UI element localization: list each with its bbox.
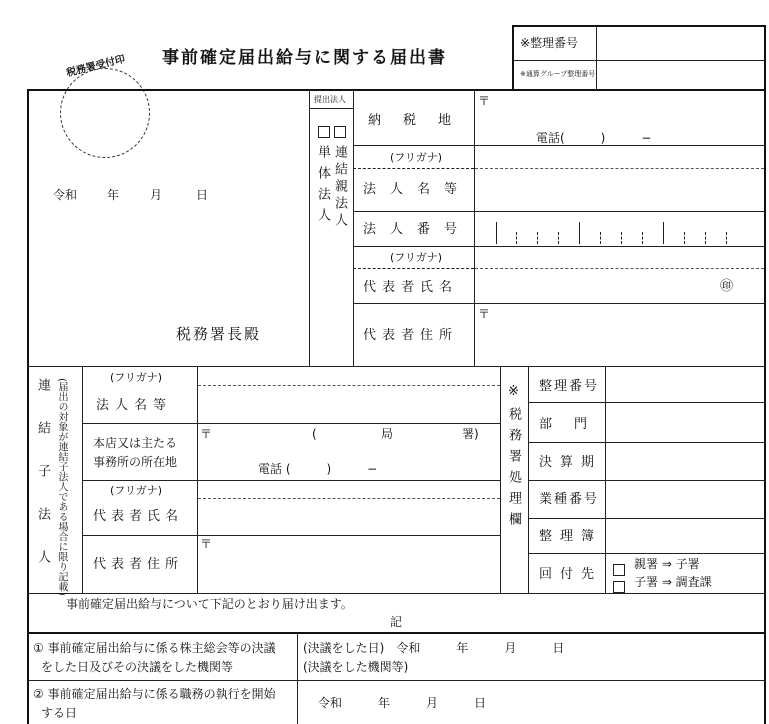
route-sub-label: 子署 ⇒ 調査課 <box>634 575 712 589</box>
date-era: 令和 <box>53 188 78 202</box>
office-use-row-register: 整理簿 <box>539 529 603 544</box>
tax-address-label: 納税地 <box>368 113 474 128</box>
office-use-row-route: 回付先 <box>539 567 603 582</box>
document-title: 事前確定届出給与に関する届出書 <box>162 48 447 68</box>
group-number-label: ※通算グループ整理番号 <box>520 70 596 78</box>
item1-body: (決議をした機関等) <box>303 660 409 674</box>
date-day: 日 <box>196 188 209 202</box>
item1-label-line1: ① 事前確定届出給与に係る株主総会等の決議 <box>33 641 276 655</box>
consolidated-parent-label: 連結親法人 <box>332 145 347 230</box>
group-number-field[interactable] <box>598 62 763 88</box>
item1-label-line2: をした日及びその決議をした機関等 <box>41 660 234 674</box>
filer-furigana-label: (フリガナ) <box>390 151 443 164</box>
sub-rep-name-field[interactable] <box>199 500 499 534</box>
rep-name-label: 代表者氏名 <box>363 280 459 295</box>
sub-furigana-label: (フリガナ) <box>110 371 163 384</box>
tax-address-postal: 〒 <box>478 94 491 108</box>
sub-rep-address-label: 代表者住所 <box>93 557 184 572</box>
sub-corp-name-field[interactable] <box>199 387 499 422</box>
corp-number-label: 法人番号 <box>363 222 472 237</box>
receipt-stamp-label: 税務署受付印 <box>65 53 127 80</box>
single-corp-checkbox[interactable] <box>318 121 330 140</box>
office-use-row-industry: 業種番号 <box>539 492 600 507</box>
sub-office-close: 署) <box>462 427 479 441</box>
seal-mark: ㊞ <box>720 279 734 294</box>
item2-field[interactable] <box>299 682 763 724</box>
sub-rep-name-label: 代表者氏名 <box>93 509 184 524</box>
sub-rep-furigana-field[interactable] <box>199 482 499 497</box>
item2-label-line2: する日 <box>41 706 78 720</box>
date-year: 年 <box>107 188 120 202</box>
rep-furigana-field[interactable] <box>476 248 763 267</box>
item1-field[interactable] <box>299 634 763 679</box>
sub-rep-address-field[interactable] <box>199 537 499 592</box>
statement: 事前確定届出給与について下記のとおり届け出ます。 <box>66 597 353 611</box>
rep-name-field[interactable] <box>476 270 763 302</box>
consolidated-sub-label: 連結子法人 <box>35 378 50 593</box>
sub-office-bureau: 局 <box>381 427 394 441</box>
route-sub-checkbox[interactable] <box>613 576 625 595</box>
sub-office-bureau-open: ( <box>312 427 317 441</box>
receipt-stamp-circle <box>60 68 150 158</box>
sub-office-label-2: 事務所の所在地 <box>93 455 178 469</box>
item1-date: (決議をした日) 令和 年 月 日 <box>303 641 565 655</box>
ref-number-field[interactable] <box>598 27 763 59</box>
rep-address-field[interactable] <box>476 305 763 365</box>
sub-office-field[interactable] <box>199 425 499 479</box>
item2-label-line1: ② 事前確定届出給与に係る職務の執行を開始 <box>33 687 276 701</box>
office-use-row-fiscal: 決算期 <box>539 455 603 470</box>
corp-name-label: 法人名等 <box>363 182 472 197</box>
sub-office-postal: 〒 <box>200 427 213 441</box>
tax-address-phone: 電話( ) − <box>536 131 652 145</box>
consolidated-sub-note: (届出の対象が連結子法人である場合に限り記載) <box>56 378 67 596</box>
rep-furigana-label: (フリガナ) <box>390 251 443 264</box>
office-use-row-ref-number: 整理番号 <box>539 379 600 394</box>
route-parent-label: 親署 ⇒ 子署 <box>634 557 700 571</box>
consolidated-parent-checkbox[interactable] <box>334 121 346 140</box>
filer-furigana-field[interactable] <box>476 147 763 167</box>
office-use-title: ※税務署処理欄 <box>506 384 521 533</box>
sub-rep-furigana-label: (フリガナ) <box>110 484 163 497</box>
rep-address-label: 代表者住所 <box>363 328 459 343</box>
date-month: 月 <box>150 188 163 202</box>
ref-number-label: ※整理番号 <box>520 36 579 50</box>
filer-header: 提出法人 <box>314 95 346 104</box>
sub-office-label-1: 本店又は主たる <box>93 436 178 450</box>
sub-corp-name-label: 法人名等 <box>96 398 173 413</box>
corp-number-field[interactable] <box>496 222 746 244</box>
item2-date: 令和 年 月 日 <box>318 696 487 710</box>
addressee: 税務署長殿 <box>176 325 262 343</box>
sub-furigana-field[interactable] <box>199 369 499 384</box>
ki-mark: 記 <box>390 615 403 629</box>
rep-address-postal: 〒 <box>478 307 491 321</box>
office-use-row-department: 部門 <box>539 417 610 432</box>
sub-rep-address-postal: 〒 <box>200 537 213 551</box>
corp-name-field[interactable] <box>476 170 763 210</box>
sub-office-phone: 電話 ( ) − <box>258 462 378 476</box>
single-corp-label: 単体法人 <box>315 145 330 229</box>
tax-address-field[interactable] <box>476 92 763 144</box>
